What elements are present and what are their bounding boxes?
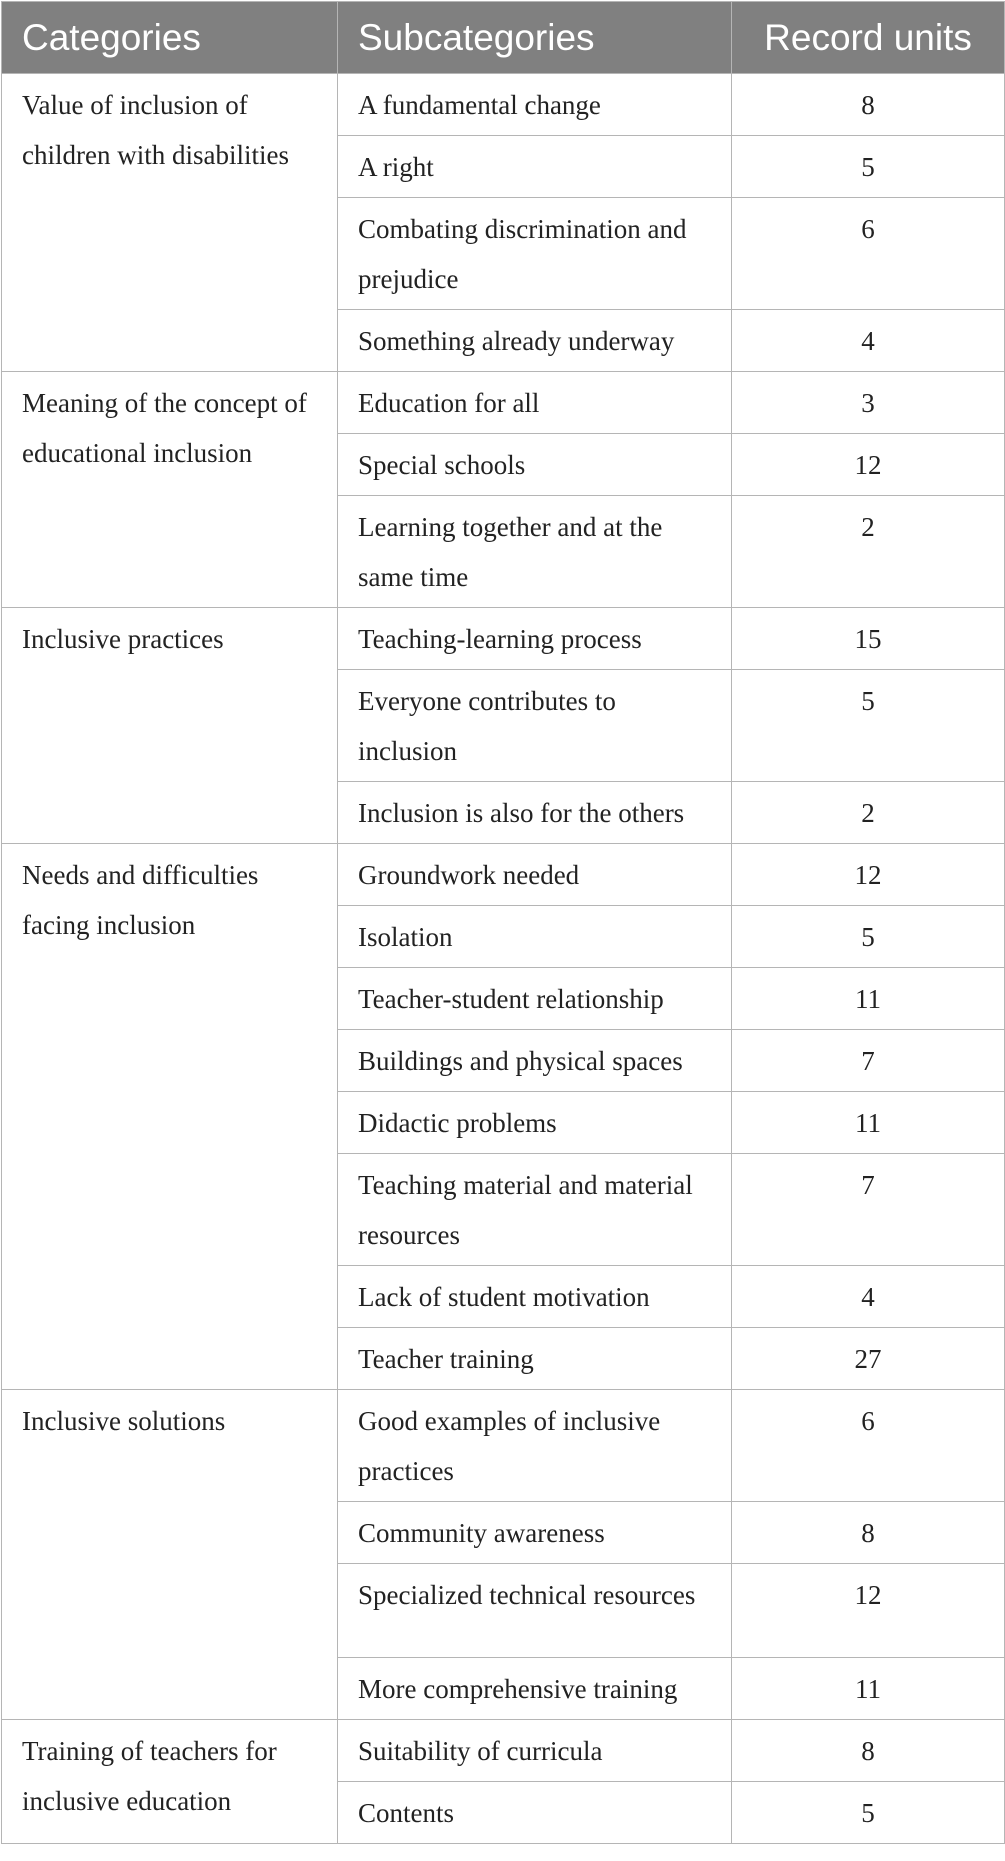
table-header bbox=[2, 2, 1005, 74]
subcategory-cell: Good examples of inclusive practices bbox=[338, 1390, 732, 1502]
table-row bbox=[2, 372, 1005, 434]
record-units-cell: 7 bbox=[732, 1154, 1005, 1266]
record-units-cell: 8 bbox=[732, 74, 1005, 136]
subcategory-cell: Groundwork needed bbox=[338, 844, 732, 906]
subcategory-cell: A right bbox=[338, 136, 732, 198]
record-units-cell: 12 bbox=[732, 434, 1005, 496]
subcategory-cell: Community awareness bbox=[338, 1502, 732, 1564]
subcategory-cell: A fundamental change bbox=[338, 74, 732, 136]
record-units-cell: 12 bbox=[732, 844, 1005, 906]
record-units-cell: 8 bbox=[732, 1502, 1005, 1564]
category-cell: Needs and difficulties facing inclusion bbox=[2, 844, 338, 1390]
subcategory-cell: Teaching-learning process bbox=[338, 608, 732, 670]
subcategory-cell: Special schools bbox=[338, 434, 732, 496]
category-cell: Training of teachers for inclusive education bbox=[2, 1720, 338, 1844]
subcategory-cell: Learning together and at the same time bbox=[338, 496, 732, 608]
header-row bbox=[2, 2, 1005, 74]
subcategory-cell: Specialized technical resources bbox=[338, 1564, 732, 1658]
record-units-cell: 12 bbox=[732, 1564, 1005, 1658]
subcategory-cell: Lack of student motivation bbox=[338, 1266, 732, 1328]
record-units-cell: 2 bbox=[732, 782, 1005, 844]
table-row bbox=[2, 608, 1005, 670]
subcategory-cell: Education for all bbox=[338, 372, 732, 434]
subcategory-cell: More comprehensive training bbox=[338, 1658, 732, 1720]
record-units-cell: 6 bbox=[732, 198, 1005, 310]
record-units-cell: 5 bbox=[732, 906, 1005, 968]
subcategory-cell: Teacher-student relationship bbox=[338, 968, 732, 1030]
subcategory-cell: Contents bbox=[338, 1782, 732, 1844]
record-units-cell: 4 bbox=[732, 1266, 1005, 1328]
category-cell: Inclusive solutions bbox=[2, 1390, 338, 1720]
table-row bbox=[2, 1720, 1005, 1782]
table-body bbox=[2, 74, 1005, 1844]
record-units-cell: 27 bbox=[732, 1328, 1005, 1390]
header-record-units: Record units bbox=[732, 2, 1005, 74]
table-row bbox=[2, 74, 1005, 136]
subcategory-cell: Teacher training bbox=[338, 1328, 732, 1390]
record-units-cell: 11 bbox=[732, 968, 1005, 1030]
record-units-cell: 3 bbox=[732, 372, 1005, 434]
header-subcategories: Subcategories bbox=[338, 2, 732, 74]
subcategory-cell: Everyone contributes to inclusion bbox=[338, 670, 732, 782]
categories-table bbox=[1, 1, 1005, 1844]
record-units-cell: 5 bbox=[732, 1782, 1005, 1844]
record-units-cell: 8 bbox=[732, 1720, 1005, 1782]
subcategory-cell: Buildings and physical spaces bbox=[338, 1030, 732, 1092]
category-cell: Meaning of the concept of educational inclusion bbox=[2, 372, 338, 608]
table-row bbox=[2, 1390, 1005, 1502]
subcategory-cell: Suitability of curricula bbox=[338, 1720, 732, 1782]
category-cell: Inclusive practices bbox=[2, 608, 338, 844]
subcategory-cell: Inclusion is also for the others bbox=[338, 782, 732, 844]
record-units-cell: 5 bbox=[732, 136, 1005, 198]
record-units-cell: 6 bbox=[732, 1390, 1005, 1502]
subcategory-cell: Isolation bbox=[338, 906, 732, 968]
subcategory-cell: Didactic problems bbox=[338, 1092, 732, 1154]
table-row bbox=[2, 844, 1005, 906]
header-categories: Categories bbox=[2, 2, 338, 74]
subcategory-cell: Something already underway bbox=[338, 310, 732, 372]
category-cell: Value of inclusion of children with disabilities bbox=[2, 74, 338, 372]
record-units-cell: 5 bbox=[732, 670, 1005, 782]
record-units-cell: 15 bbox=[732, 608, 1005, 670]
record-units-cell: 2 bbox=[732, 496, 1005, 608]
record-units-cell: 11 bbox=[732, 1092, 1005, 1154]
subcategory-cell: Combating discrimination and prejudice bbox=[338, 198, 732, 310]
subcategory-cell: Teaching material and material resources bbox=[338, 1154, 732, 1266]
record-units-cell: 4 bbox=[732, 310, 1005, 372]
record-units-cell: 7 bbox=[732, 1030, 1005, 1092]
record-units-cell: 11 bbox=[732, 1658, 1005, 1720]
